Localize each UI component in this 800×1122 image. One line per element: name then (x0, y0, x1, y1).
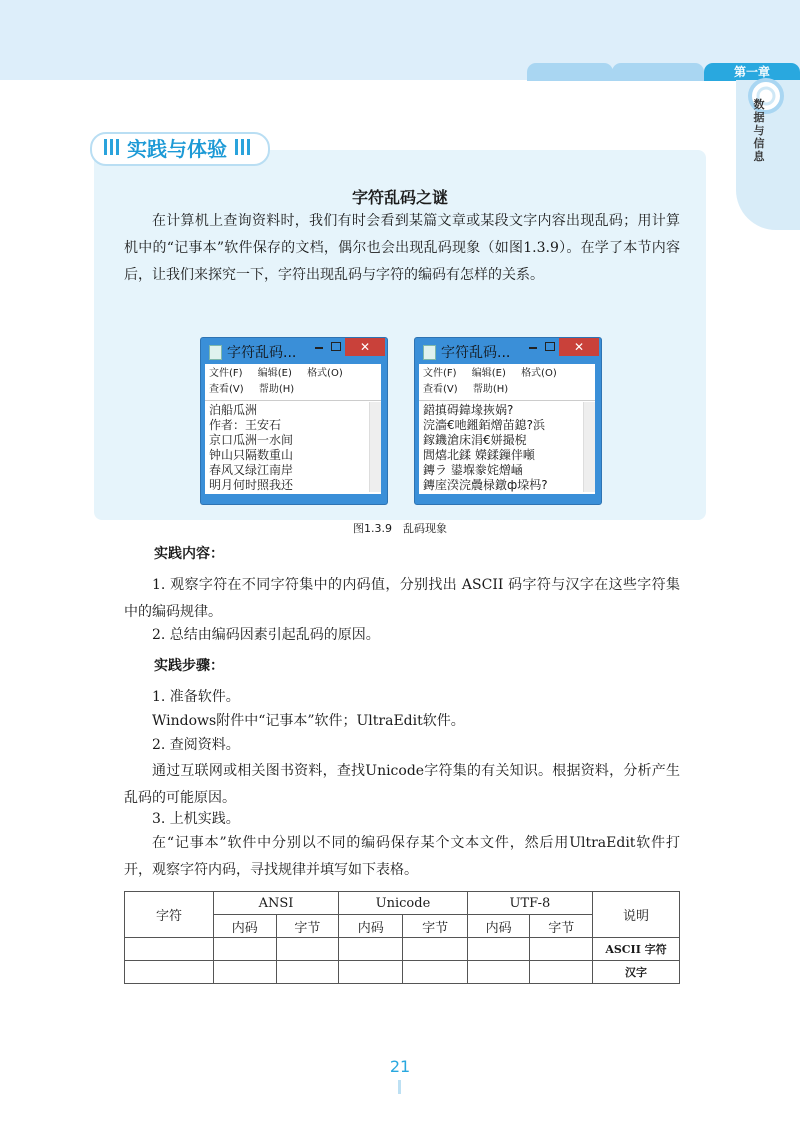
window-title: 字符乱码... (227, 345, 297, 361)
step1-title: 1. 准备软件。 (152, 689, 240, 705)
chapter-tab-2 (612, 63, 704, 81)
close-icon: ✕ (559, 338, 599, 356)
section-title (104, 132, 250, 162)
menu-format: 格式(O) (521, 368, 557, 379)
sub-header-bytes: 字节 (530, 915, 593, 938)
window-menu (205, 364, 381, 400)
step2-text: 通过互联网或相关图书资料，查找Unicode字符集的有关知识。根据资料，分析产生乱码的可能原因。 (124, 763, 680, 806)
menu-file: 文件(F) (209, 368, 243, 379)
text-line: 鎵鐖滄床涓€姘撮棿 (423, 433, 527, 447)
activity-intro: 在计算机上查询资料时，我们有时会看到某篇文章或某段文字内容出现乱码；用计算机中的“记事本”软件保存的文档，偶尔也会出现乱码现象（如图1.3.9）。在学了本节内容后，让我们来探究一下，字符出现乱码与字符的编码有怎样的关系。 (124, 213, 680, 283)
sub-header-code: 内码 (214, 915, 277, 938)
window-title: 字符乱码... (441, 345, 511, 361)
header-unicode: Unicode (339, 892, 468, 915)
text-line: 作者：王安石 (209, 418, 282, 432)
window-text (419, 400, 595, 494)
activity-title: 字符乱码之谜 (351, 188, 448, 207)
sub-header-bytes: 字节 (276, 915, 339, 938)
notepad-window-garbled (414, 337, 602, 505)
title-bars-left-icon (104, 139, 119, 155)
window-text (205, 400, 381, 494)
chapter-tab-1 (527, 63, 613, 81)
menu-format: 格式(O) (307, 368, 343, 379)
table-row (125, 961, 680, 984)
window-menu (419, 364, 595, 400)
menu-help: 帮助(H) (258, 384, 295, 395)
page-number-mark (398, 1080, 401, 1094)
practice-steps-label: 实践步骤： (154, 658, 224, 674)
table-row (125, 938, 680, 961)
section-title-text: 实践与体验 (127, 136, 227, 161)
practice-content-item-2: 2. 总结由编码因素引起乱码的原因。 (152, 627, 380, 643)
row-note: 汉字 (593, 961, 680, 984)
text-line: 閭熺北鍒 嬫鍒鏁伴噸 (423, 448, 535, 462)
menu-help: 帮助(H) (472, 384, 509, 395)
header-utf8: UTF-8 (467, 892, 592, 915)
header-note: 说明 (593, 892, 680, 938)
window-titlebar (415, 338, 601, 364)
title-bars-right-icon (235, 139, 250, 155)
chapter-tab-active: 第一章 (704, 63, 800, 81)
menu-view: 查看(V) (423, 384, 458, 395)
text-line: 泊船瓜洲 (209, 403, 258, 417)
notepad-icon (423, 345, 436, 360)
text-line: 钟山只隔数重山 (209, 448, 294, 462)
maximize-icon (545, 342, 555, 351)
text-line: 浣濇€吔鎺銆熷苖鎴?浜 (423, 418, 546, 432)
menu-edit: 编辑(E) (257, 368, 292, 379)
notepad-window-normal (200, 337, 388, 505)
text-line: 鏄ラ 鍙堢豢姹熷崡 (423, 463, 523, 477)
menu-view: 查看(V) (209, 384, 244, 395)
minimize-icon (315, 347, 323, 349)
step3-title: 3. 上机实践。 (152, 811, 240, 827)
step2-title: 2. 查阅资料。 (152, 737, 240, 753)
sub-header-code: 内码 (467, 915, 530, 938)
menu-edit: 编辑(E) (471, 368, 506, 379)
text-line: 明月何时照我还 (209, 478, 294, 492)
text-line: 春风又绿江南岸 (209, 463, 294, 477)
figure-caption: 图1.3.9 乱码现象 (353, 522, 447, 535)
scrollbar (369, 402, 381, 492)
close-icon: ✕ (345, 338, 385, 356)
notepad-icon (209, 345, 222, 360)
header-ansi: ANSI (214, 892, 339, 915)
header-char: 字符 (125, 892, 214, 938)
magnifier-icon (744, 74, 788, 118)
text-line: 京口瓜洲一水间 (209, 433, 294, 447)
minimize-icon (529, 347, 537, 349)
practice-content-label: 实践内容： (154, 546, 224, 562)
text-line: 鍣搷碍鍏堟拻娲? (423, 403, 514, 417)
scrollbar (583, 402, 595, 492)
side-label: 数据与信息 (753, 98, 765, 163)
sub-header-bytes: 字节 (403, 915, 467, 938)
encoding-table (124, 891, 680, 984)
maximize-icon (331, 342, 341, 351)
menu-file: 文件(F) (423, 368, 457, 379)
step3-text: 在“记事本”软件中分别以不同的编码保存某个文本文件，然后用UltraEdit软件打开，观察字符内码，寻找规律并填写如下表格。 (124, 835, 680, 878)
row-note: ASCII 字符 (593, 938, 680, 961)
practice-content-item-1: 1. 观察字符在不同字符集中的内码值，分别找出 ASCII 码字符与汉字在这些字符集中的编码规律。 (124, 577, 680, 620)
text-line: 鏄庢湀浣曟椂鐓ф垜杩? (423, 478, 548, 492)
step1-text: Windows附件中“记事本”软件；UltraEdit软件。 (152, 713, 465, 729)
window-titlebar (201, 338, 387, 364)
sub-header-code: 内码 (339, 915, 403, 938)
page-number: 21 (389, 1057, 411, 1076)
